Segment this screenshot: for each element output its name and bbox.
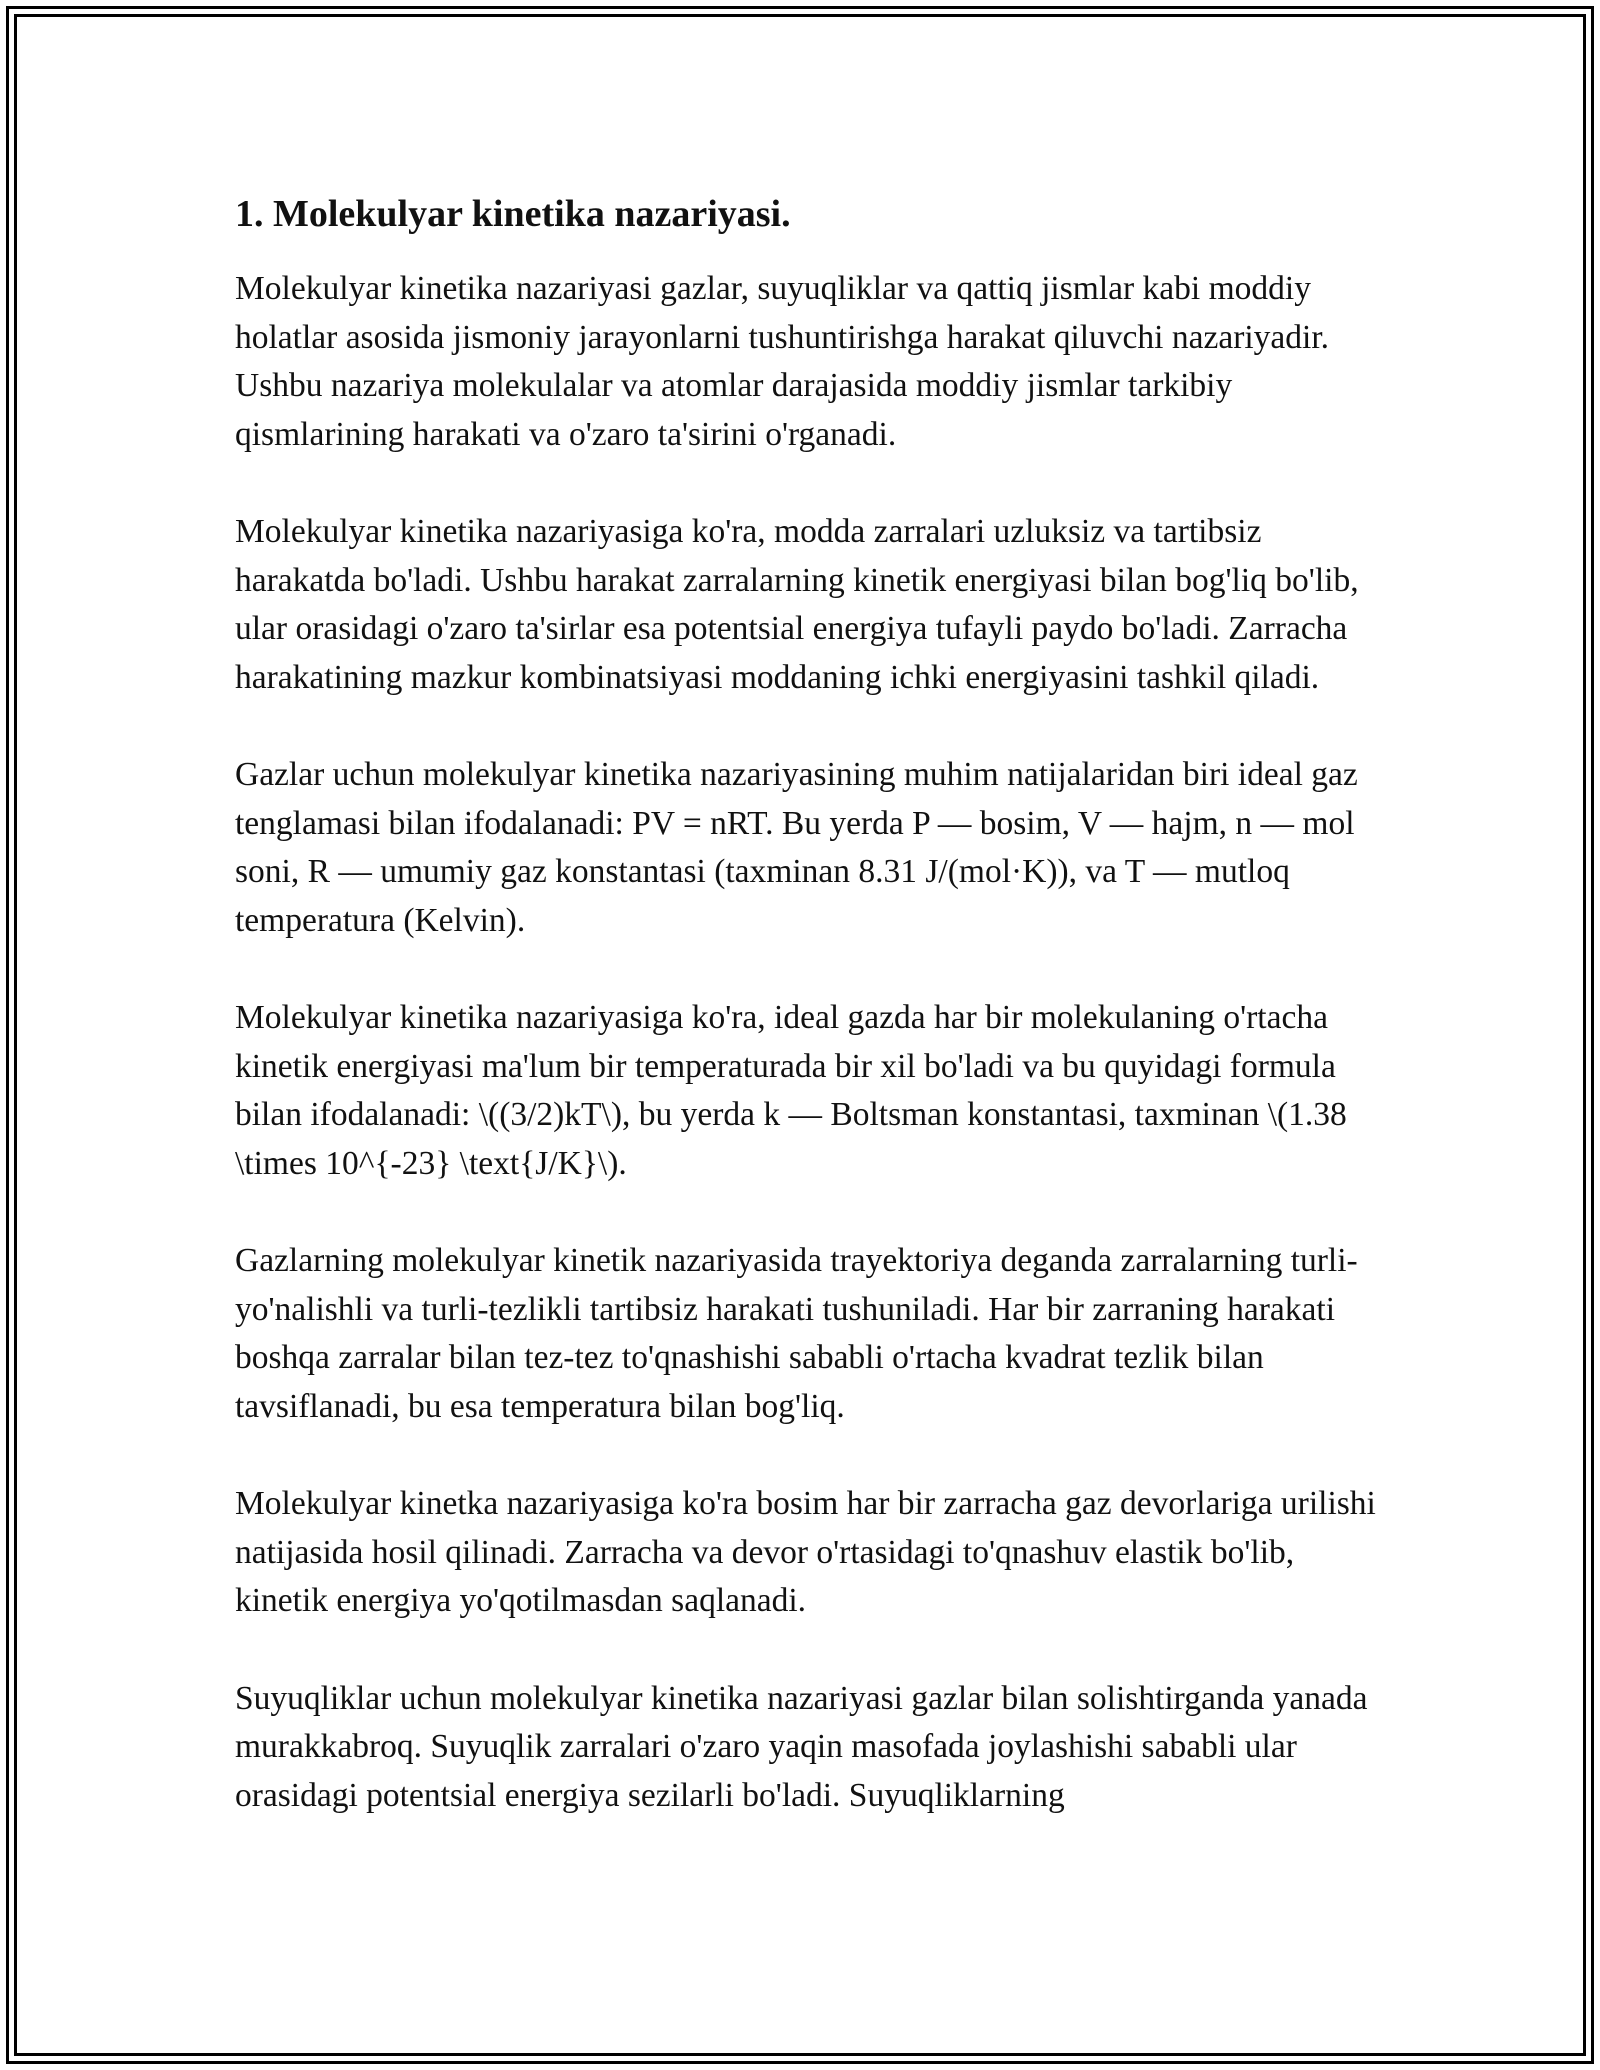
paragraph-5: Gazlarning molekulyar kinetik nazariyasida trayektoriya deganda zarralarning turli-yo'nalishli va turli-tezlikli tartibsiz harakati tushuniladi. Har bir zarraning harakati boshqa zarralar bilan tez-tez to'qnashishi sababli o'rtacha kvadrat tezlik bilan tavsiflanadi, bu esa temperatura bilan bog'liq. [235, 1242, 1358, 1425]
paragraph-7: Suyuqliklar uchun molekulyar kinetika nazariyasi gazlar bilan solishtirganda yanada murakkabroq. Suyuqlik zarralari o'zaro yaqin masofada joylashishi sababli ular orasidagi potentsial energiya sezilarli bo'ladi. Suyuqliklarning [235, 1679, 1368, 1814]
paragraph-1: Molekulyar kinetika nazariyasi gazlar, suyuqliklar va qattiq jismlar kabi moddiy holatlar asosida jismoniy jarayonlarni tushuntirishga harakat qiluvchi nazariyadir. Ushbu nazariya molekulalar va atomlar darajasida moddiy jismlar tarkibiy qismlarining harakati va o'zaro ta'sirini o'rganadi. [235, 270, 1330, 453]
section-heading: 1. Molekulyar kinetika nazariyasi. [235, 193, 791, 235]
document-body [235, 185, 1385, 1869]
paragraph-4: Molekulyar kinetika nazariyasiga ko'ra, ideal gazda har bir molekulaning o'rtacha kinetik energiyasi ma'lum bir temperaturada bir xil bo'ladi va bu quyidagi formula bilan ifodalanadi: \((3/2)kT\), bu yerda k — Boltsman konstantasi, taxminan \(1.38 \times 10^{-23} \text{J/K}\). [235, 999, 1347, 1182]
paragraph-3: Gazlar uchun molekulyar kinetika nazariyasining muhim natijalaridan biri ideal gaz tenglamasi bilan ifodalanadi: PV = nRT. Bu yerda P — bosim, V — hajm, n — mol soni, R — umumiy gaz konstantasi (taxminan 8.31 J/(mol·K)), va T — mutloq temperatura (Kelvin). [235, 756, 1358, 939]
paragraph-2: Molekulyar kinetika nazariyasiga ko'ra, modda zarralari uzluksiz va tartibsiz harakatda bo'ladi. Ushbu harakat zarralarning kinetik energiyasi bilan bog'liq bo'lib, ular orasidagi o'zaro ta'sirlar esa potentsial energiya tufayli paydo bo'ladi. Zarracha harakatining mazkur kombinatsiyasi moddaning ichki energiyasini tashkil qiladi. [235, 513, 1359, 696]
paragraph-6: Molekulyar kinetka nazariyasiga ko'ra bosim har bir zarracha gaz devorlariga urilishi natijasida hosil qilinadi. Zarracha va devor o'rtasidagi to'qnashuv elastik bo'lib, kinetik energiya yo'qotilmasdan saqlanadi. [235, 1485, 1376, 1619]
